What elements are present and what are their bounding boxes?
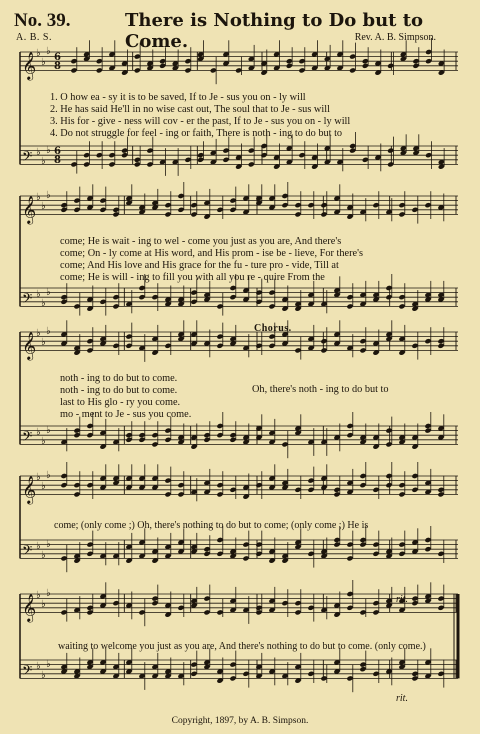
lyric-line: 4. Do not struggle for feel - ing or faith, There is noth - ing to do but to [50, 128, 343, 139]
bass-clef: 𝄢 [22, 148, 33, 168]
lyric-line: 3. His for - give - ness will cov - er the past, If to Je - sus you on - ly will [50, 116, 351, 127]
lyric-line: come; He is will - ing to fill you with all you re - quire From the [60, 272, 325, 283]
flat-sign: ♭ [36, 661, 41, 672]
hymn-author: A. B. S. [16, 32, 52, 43]
bass-clef: 𝄢 [22, 428, 33, 448]
time-signature: 6 [54, 146, 61, 157]
bass-clef: 𝄢 [22, 662, 33, 682]
flat-sign: ♭ [46, 145, 51, 156]
flat-sign: ♭ [41, 670, 46, 681]
flat-sign: ♭ [46, 326, 51, 337]
copyright-notice: Copyright, 1897, by A. B. Simpson. [171, 716, 309, 726]
hymn-number: No. 39. [14, 10, 71, 31]
chorus-lyric-line: Oh, there's noth - ing to do but to [252, 384, 389, 395]
lyric-line: mo - ment to Je - sus you come. [60, 409, 192, 420]
hymn-title: There is Nothing to Do but to Come. [125, 10, 424, 52]
rit-marking: rit. [396, 693, 408, 704]
lyric-line: 2. He has said He'll in no wise cast out, The soul that to Je - sus will [50, 104, 330, 115]
flat-sign: ♭ [46, 190, 51, 201]
lyric-line: noth - ing to do but to come. [60, 373, 178, 384]
chorus-label: Chorus. [254, 323, 292, 334]
rit-marking: rit. [396, 594, 408, 605]
flat-sign: ♭ [36, 590, 41, 601]
treble-clef: 𝄞 [22, 51, 37, 80]
lyric-line: noth - ing to do but to come. [60, 385, 178, 396]
flat-sign: ♭ [41, 550, 46, 561]
time-signature: 6 [54, 52, 61, 63]
flat-sign: ♭ [46, 659, 51, 670]
bass-clef: 𝄢 [22, 290, 33, 310]
flat-sign: ♭ [36, 541, 41, 552]
flat-sign: ♭ [36, 147, 41, 158]
flat-sign: ♭ [46, 470, 51, 481]
flat-sign: ♭ [36, 472, 41, 483]
hymn-composer: Rev. A. B. Simpson. [354, 32, 436, 43]
treble-clef: 𝄞 [22, 331, 37, 360]
flat-sign: ♭ [41, 481, 46, 492]
lyric-line: 1. O how ea - sy it is to be saved, If to Je - sus you on - ly will [50, 92, 306, 103]
flat-sign: ♭ [46, 46, 51, 57]
lyric-line: last to His glo - ry you come. [60, 397, 181, 408]
treble-clef: 𝄞 [22, 195, 37, 224]
lyric-line: come; And His love and His grace for the fu - ture pro - vide, Till at [60, 260, 339, 271]
treble-clef: 𝄞 [22, 593, 37, 622]
flat-sign: ♭ [36, 48, 41, 59]
flat-sign: ♭ [41, 57, 46, 68]
lyric-line: waiting to welcome you just as you are, And there's nothing to do but to come. (only come.) [58, 641, 426, 652]
flat-sign: ♭ [36, 427, 41, 438]
flat-sign: ♭ [41, 436, 46, 447]
flat-sign: ♭ [46, 425, 51, 436]
treble-clef: 𝄞 [22, 475, 37, 504]
flat-sign: ♭ [46, 588, 51, 599]
flat-sign: ♭ [41, 599, 46, 610]
time-signature: 8 [54, 61, 61, 72]
lyric-line: come; He is wait - ing to wel - come you just as you are, And there's [60, 236, 342, 247]
time-signature: 8 [54, 155, 61, 166]
flat-sign: ♭ [46, 287, 51, 298]
lyric-line: come; On - ly come at His word, and His prom - ise be - lieve, For there's [60, 248, 363, 259]
lyric-line: come; (only come ;) Oh, there's nothing to do but to come; (only come ;) He is [54, 520, 369, 531]
flat-sign: ♭ [36, 328, 41, 339]
flat-sign: ♭ [41, 337, 46, 348]
flat-sign: ♭ [36, 289, 41, 300]
flat-sign: ♭ [41, 156, 46, 167]
flat-sign: ♭ [41, 298, 46, 309]
bass-clef: 𝄢 [22, 542, 33, 562]
flat-sign: ♭ [41, 201, 46, 212]
flat-sign: ♭ [36, 192, 41, 203]
flat-sign: ♭ [46, 539, 51, 550]
